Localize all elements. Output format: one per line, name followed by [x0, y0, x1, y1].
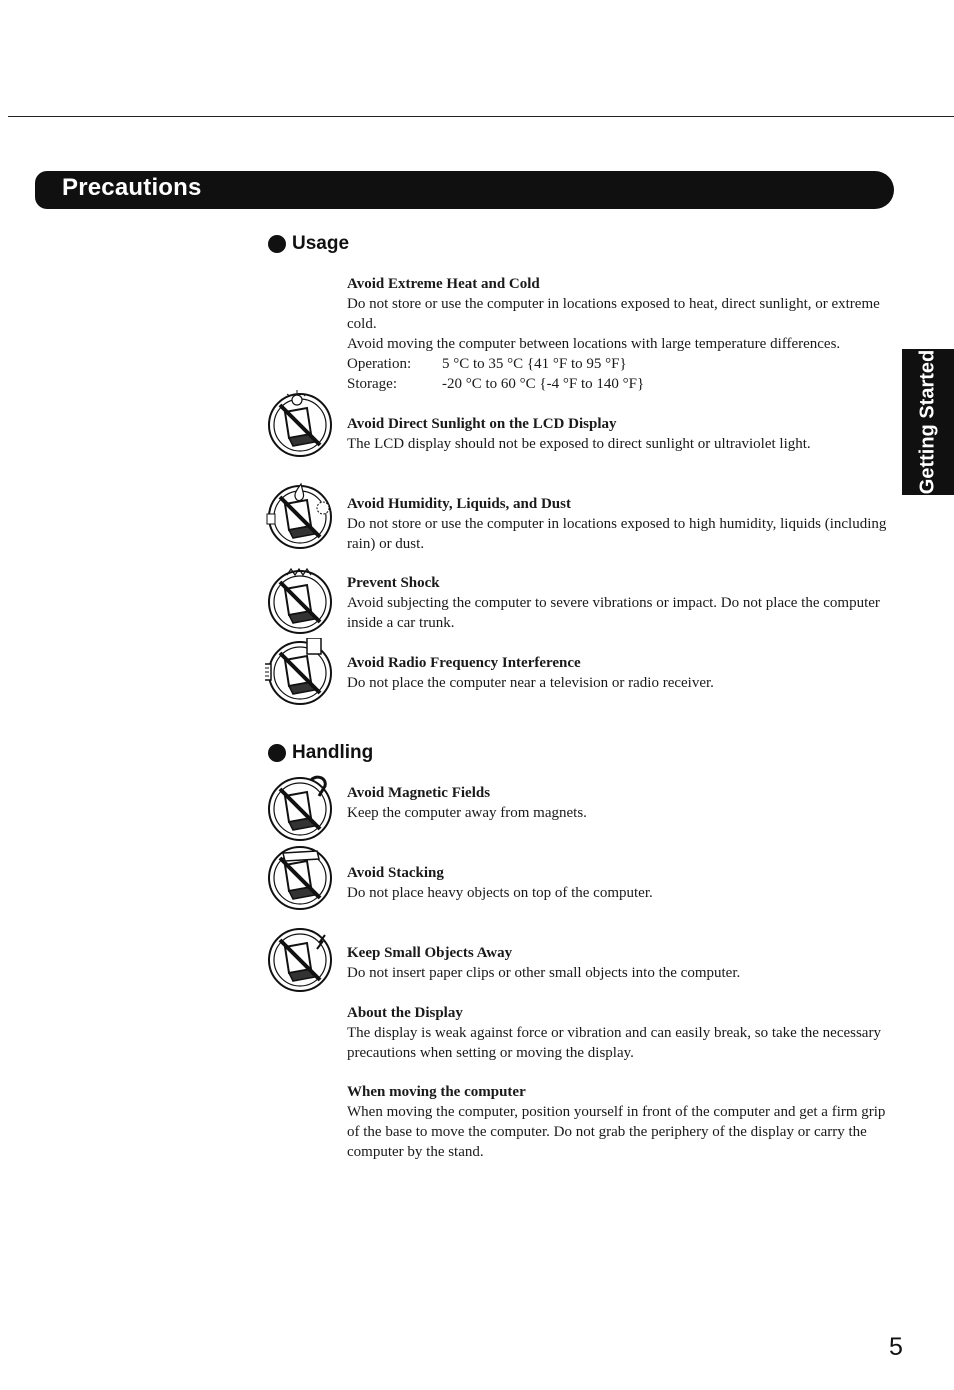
item-magnetic: [347, 783, 895, 823]
item-shock: [347, 573, 895, 633]
spec-label: Storage:: [347, 376, 397, 392]
no-small-objects-icon: [265, 925, 335, 995]
item-title: Avoid Magnetic Fields: [347, 785, 491, 801]
item-moving: [347, 1082, 895, 1162]
item-text: Do not store or use the computer in locations exposed to heat, direct sunlight, or extreme cold.: [347, 296, 880, 332]
usage-heading-text: Usage: [292, 233, 350, 254]
bullet-icon: [268, 235, 286, 253]
item-title: About the Display: [347, 1005, 463, 1021]
no-liquids-icon: [265, 482, 335, 552]
item-title: Avoid Radio Frequency Interference: [347, 655, 581, 671]
title-bar: [35, 171, 894, 209]
item-text: Do not place heavy objects on top of the computer.: [347, 885, 653, 901]
item-text: The LCD display should not be exposed to direct sunlight or ultraviolet light.: [347, 436, 811, 452]
item-title: Prevent Shock: [347, 575, 440, 591]
item-text: Do not insert paper clips or other small objects into the computer.: [347, 965, 741, 981]
item-text: Avoid subjecting the computer to severe vibrations or impact. Do not place the computer inside a car trunk.: [347, 595, 880, 631]
item-heat-cold: [347, 274, 895, 394]
section-tab-label: Getting Started: [916, 349, 939, 495]
item-sunlight: [347, 414, 895, 454]
top-rule: [8, 116, 954, 117]
no-sunlight-icon: [265, 390, 335, 460]
usage-heading: [268, 233, 349, 255]
item-stacking: [347, 863, 895, 903]
handling-heading: [268, 742, 373, 764]
spec-value: -20 °C to 60 °C {-4 °F to 140 °F}: [442, 376, 645, 392]
item-text: Keep the computer away from magnets.: [347, 805, 587, 821]
item-title: Avoid Humidity, Liquids, and Dust: [347, 496, 571, 512]
item-display: [347, 1003, 895, 1063]
no-radio-interference-icon: [265, 638, 335, 708]
no-magnet-icon: [265, 774, 335, 844]
item-text: Avoid moving the computer between locations with large temperature differences.: [347, 336, 841, 352]
item-text: Do not place the computer near a television or radio receiver.: [347, 675, 714, 691]
spec-value: 5 °C to 35 °C {41 °F to 95 °F}: [442, 356, 627, 372]
item-radio: [347, 653, 895, 693]
spec-storage: [347, 374, 895, 394]
spec-label: Operation:: [347, 356, 412, 372]
section-tab: [902, 349, 954, 495]
page-number: 5: [889, 1333, 903, 1361]
handling-heading-text: Handling: [292, 742, 374, 763]
bullet-icon: [268, 744, 286, 762]
item-title: Avoid Direct Sunlight on the LCD Display: [347, 416, 617, 432]
item-text: The display is weak against force or vibration and can easily break, so take the necessary precautions when setting or moving the display.: [347, 1025, 881, 1061]
item-title: When moving the computer: [347, 1084, 526, 1100]
item-text: Do not store or use the computer in locations exposed to high humidity, liquids (including rain) or dust.: [347, 516, 887, 552]
item-text: When moving the computer, position yourself in front of the computer and get a firm grip of the base to move the computer. Do not grab the periphery of the display or carry the computer by the stand.: [347, 1104, 886, 1160]
item-title: Avoid Stacking: [347, 865, 444, 881]
no-shock-icon: [265, 567, 335, 637]
spec-operation: [347, 354, 895, 374]
item-humidity: [347, 494, 895, 554]
item-title: Keep Small Objects Away: [347, 945, 513, 961]
no-stacking-icon: [265, 843, 335, 913]
item-small-objects: [347, 943, 895, 983]
page-title: Precautions: [62, 174, 202, 201]
item-title: Avoid Extreme Heat and Cold: [347, 276, 540, 292]
